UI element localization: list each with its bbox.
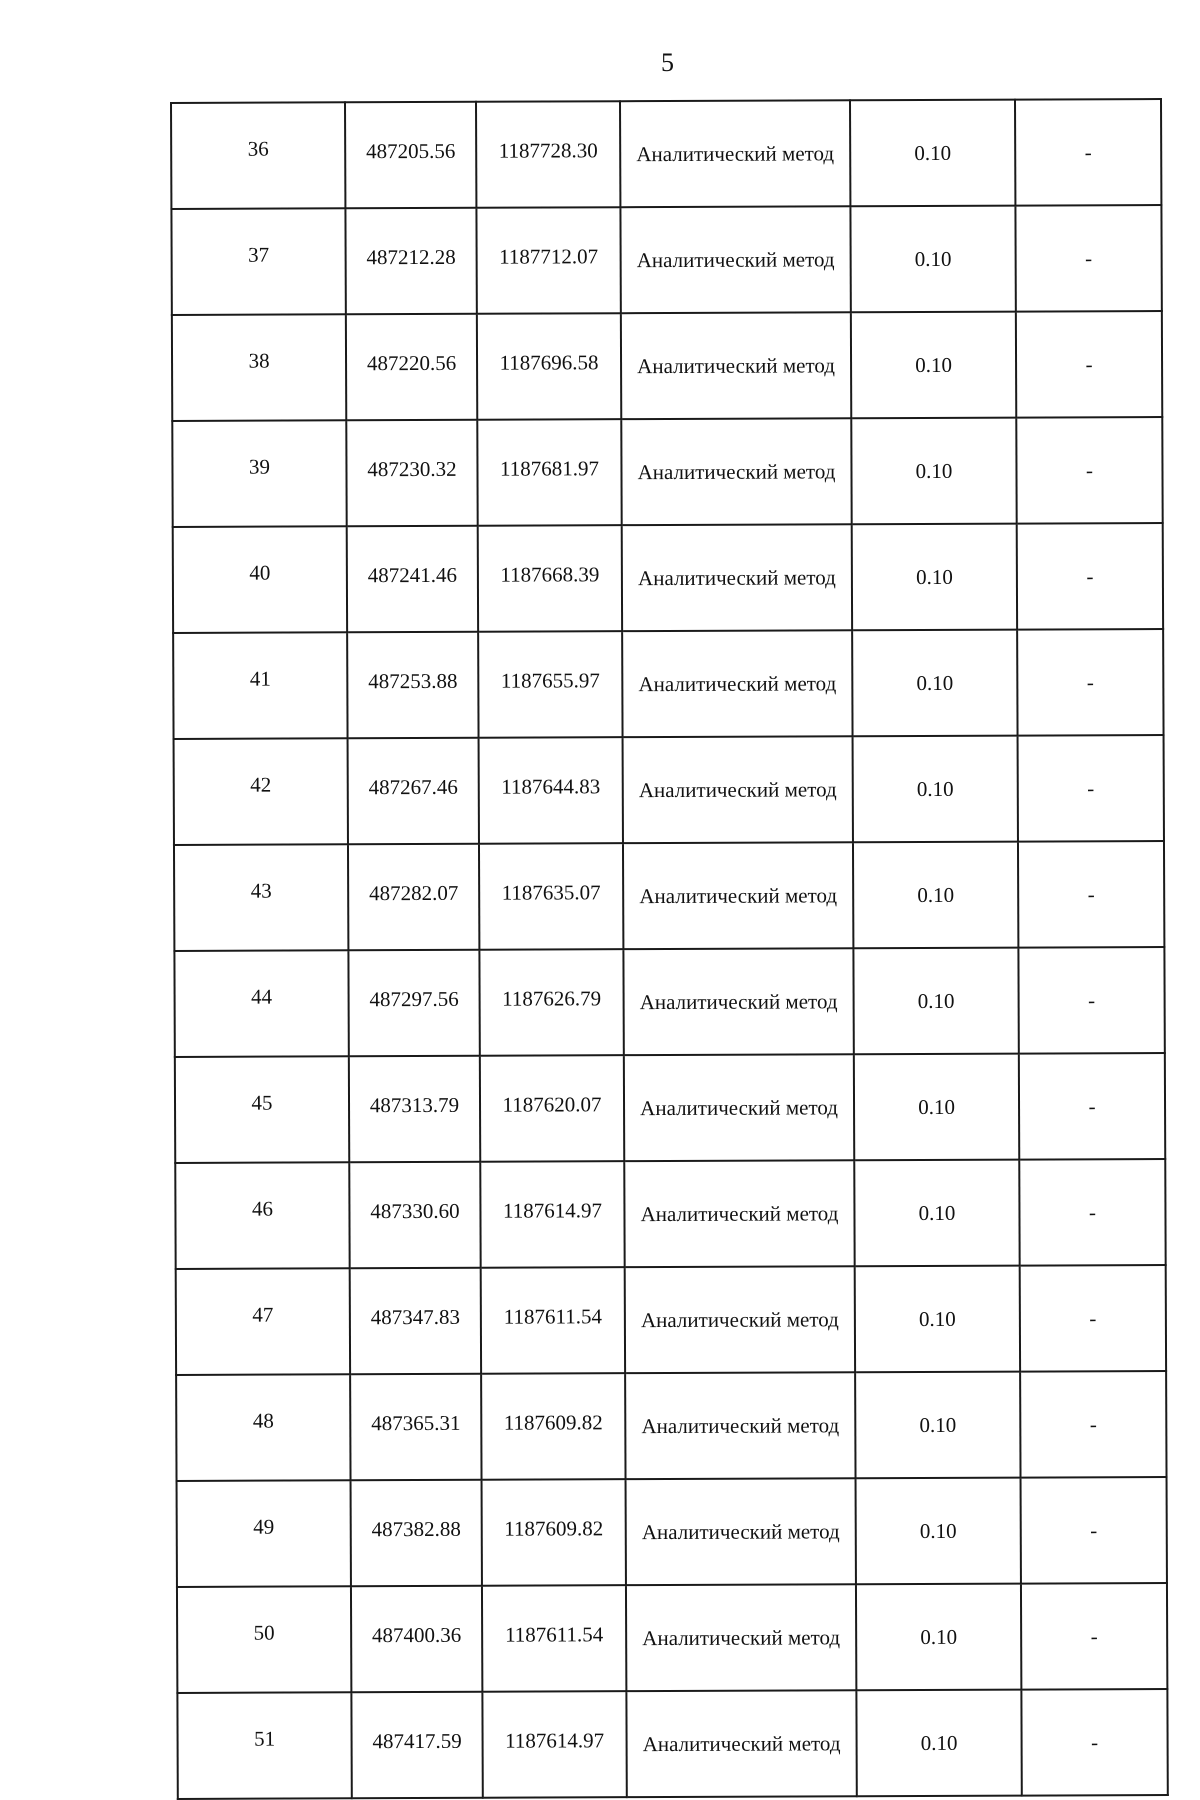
method-cell: Аналитический метод [624, 1054, 854, 1161]
precision-cell: 0.10 [855, 1372, 1020, 1479]
coordinate-x-cell: 487253.88 [347, 632, 478, 739]
precision-cell: 0.10 [856, 1478, 1021, 1585]
table-row [172, 417, 1162, 527]
coordinate-y-cell: 1187696.58 [477, 313, 621, 420]
table-row [177, 1583, 1167, 1693]
table-row [174, 735, 1164, 845]
method-cell: Аналитический метод [626, 1690, 856, 1797]
coordinate-x-cell: 487282.07 [348, 844, 479, 951]
coordinate-x-cell: 487347.83 [350, 1268, 481, 1375]
method-cell: Аналитический метод [622, 524, 852, 631]
coordinate-y-cell: 1187614.97 [482, 1691, 626, 1798]
coordinate-y-cell: 1187626.79 [479, 949, 623, 1056]
coordinate-x-cell: 487382.88 [351, 1480, 482, 1587]
coordinate-x-cell: 487330.60 [349, 1162, 480, 1269]
table-row [176, 1371, 1166, 1481]
extra-cell: - [1021, 1689, 1167, 1796]
coordinate-x-cell: 487313.79 [349, 1056, 480, 1163]
point-number-cell: 41 [173, 632, 347, 739]
precision-cell: 0.10 [855, 1266, 1020, 1373]
extra-cell: - [1020, 1371, 1166, 1478]
extra-cell: - [1020, 1265, 1166, 1372]
coordinate-y-cell: 1187668.39 [478, 525, 622, 632]
precision-cell: 0.10 [852, 524, 1017, 631]
table-row [176, 1265, 1166, 1375]
coordinate-x-cell: 487297.56 [348, 950, 479, 1057]
method-cell: Аналитический метод [621, 312, 851, 419]
table-row [173, 523, 1163, 633]
point-number-cell: 45 [175, 1056, 349, 1163]
precision-cell: 0.10 [852, 630, 1017, 737]
method-cell: Аналитический метод [620, 206, 850, 313]
method-cell: Аналитический метод [624, 1160, 854, 1267]
method-cell: Аналитический метод [623, 842, 853, 949]
extra-cell: - [1017, 629, 1163, 736]
point-number-cell: 43 [174, 844, 348, 951]
table-row [171, 205, 1161, 315]
method-cell: Аналитический метод [621, 418, 851, 525]
point-number-cell: 48 [176, 1374, 350, 1481]
extra-cell: - [1021, 1583, 1167, 1690]
precision-cell: 0.10 [851, 312, 1016, 419]
point-number-cell: 39 [172, 420, 346, 527]
table-row [175, 1159, 1165, 1269]
coordinates-table [170, 98, 1169, 1800]
coordinate-y-cell: 1187712.07 [476, 207, 620, 314]
coordinate-y-cell: 1187681.97 [477, 419, 621, 526]
coordinate-x-cell: 487230.32 [346, 420, 477, 527]
method-cell: Аналитический метод [626, 1584, 856, 1691]
coordinate-y-cell: 1187655.97 [478, 631, 622, 738]
extra-cell: - [1018, 735, 1164, 842]
point-number-cell: 46 [175, 1162, 349, 1269]
extra-cell: - [1018, 841, 1164, 948]
precision-cell: 0.10 [853, 948, 1018, 1055]
method-cell: Аналитический метод [623, 736, 853, 843]
method-cell: Аналитический метод [620, 100, 850, 207]
table-row [171, 99, 1161, 209]
point-number-cell: 49 [177, 1480, 351, 1587]
coordinate-y-cell: 1187635.07 [479, 843, 623, 950]
coordinate-x-cell: 487400.36 [351, 1586, 482, 1693]
method-cell: Аналитический метод [626, 1478, 856, 1585]
coordinate-x-cell: 487417.59 [351, 1692, 482, 1799]
point-number-cell: 36 [171, 102, 345, 209]
table-row [175, 1053, 1165, 1163]
precision-cell: 0.10 [854, 1160, 1019, 1267]
coordinate-y-cell: 1187609.82 [481, 1373, 625, 1480]
coordinate-y-cell: 1187620.07 [480, 1055, 624, 1162]
coordinate-x-cell: 487267.46 [348, 738, 479, 845]
extra-cell: - [1019, 1159, 1165, 1266]
table-row [172, 311, 1162, 421]
method-cell: Аналитический метод [622, 630, 852, 737]
page-number: 5 [661, 48, 674, 77]
coordinates-table-body [171, 99, 1168, 1799]
coordinate-y-cell: 1187611.54 [482, 1585, 626, 1692]
precision-cell: 0.10 [856, 1690, 1021, 1797]
precision-cell: 0.10 [854, 1054, 1019, 1161]
table-row [177, 1477, 1167, 1587]
precision-cell: 0.10 [856, 1584, 1021, 1691]
extra-cell: - [1015, 205, 1161, 312]
coordinate-x-cell: 487220.56 [346, 314, 477, 421]
method-cell: Аналитический метод [625, 1372, 855, 1479]
coordinate-y-cell: 1187611.54 [481, 1267, 625, 1374]
precision-cell: 0.10 [850, 100, 1015, 207]
extra-cell: - [1016, 311, 1162, 418]
method-cell: Аналитический метод [623, 948, 853, 1055]
precision-cell: 0.10 [851, 418, 1016, 525]
point-number-cell: 47 [176, 1268, 350, 1375]
extra-cell: - [1019, 1053, 1165, 1160]
coordinate-y-cell: 1187609.82 [482, 1479, 626, 1586]
point-number-cell: 51 [177, 1692, 351, 1799]
coordinate-x-cell: 487241.46 [347, 526, 478, 633]
extra-cell: - [1021, 1477, 1167, 1584]
extra-cell: - [1016, 417, 1162, 524]
precision-cell: 0.10 [853, 842, 1018, 949]
coordinate-y-cell: 1187728.30 [476, 101, 620, 208]
table-row [174, 947, 1164, 1057]
extra-cell: - [1018, 947, 1164, 1054]
table-row [173, 629, 1163, 739]
point-number-cell: 37 [171, 208, 345, 315]
extra-cell: - [1015, 99, 1161, 206]
coordinate-x-cell: 487205.56 [345, 102, 476, 209]
table-row [177, 1689, 1167, 1799]
method-cell: Аналитический метод [625, 1266, 855, 1373]
point-number-cell: 50 [177, 1586, 351, 1693]
extra-cell: - [1017, 523, 1163, 630]
coordinate-x-cell: 487212.28 [345, 208, 476, 315]
precision-cell: 0.10 [850, 206, 1015, 313]
coordinate-x-cell: 487365.31 [350, 1374, 481, 1481]
coordinate-y-cell: 1187644.83 [479, 737, 623, 844]
point-number-cell: 38 [172, 314, 346, 421]
precision-cell: 0.10 [853, 736, 1018, 843]
point-number-cell: 42 [174, 738, 348, 845]
coordinate-y-cell: 1187614.97 [480, 1161, 624, 1268]
point-number-cell: 44 [174, 950, 348, 1057]
point-number-cell: 40 [173, 526, 347, 633]
table-row [174, 841, 1164, 951]
